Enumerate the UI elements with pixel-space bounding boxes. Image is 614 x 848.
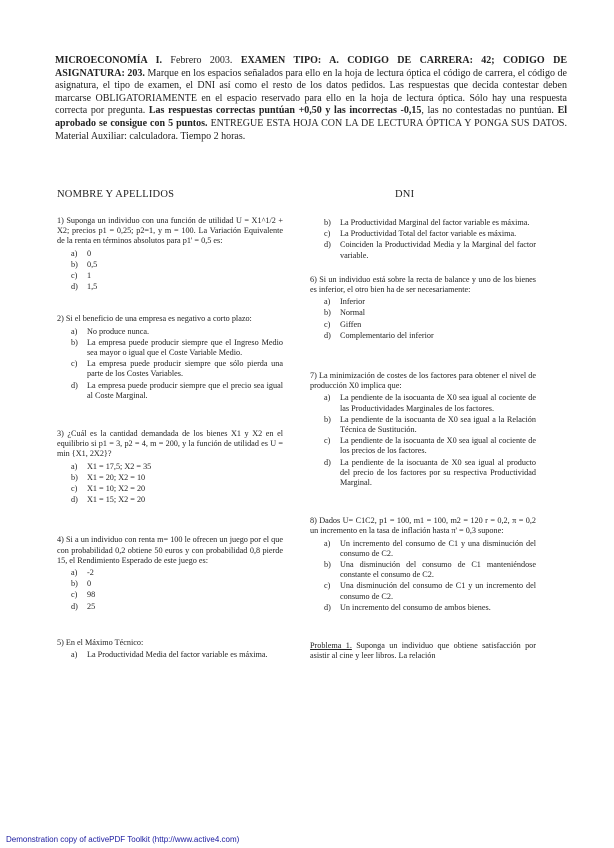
options-list — [57, 327, 283, 401]
option: b) 0 — [71, 579, 92, 589]
name-label: NOMBRE Y APELLIDOS — [57, 189, 175, 200]
option: b) Normal — [324, 308, 366, 318]
option: b) 0,5 — [71, 259, 98, 269]
option: b) La pendiente de la isocuanta de X0 sea igual a la Relación Técnica de Sustitución. — [324, 414, 536, 435]
option: d) La empresa puede producir siempre que el precio sea igual al Coste Marginal. — [71, 380, 283, 400]
question-1 — [57, 216, 283, 292]
option: a) Un incremento del consumo de C1 y una disminución del consumo de C2. — [324, 538, 536, 558]
option: d) 1,5 — [71, 282, 98, 292]
option: c) 98 — [71, 590, 96, 600]
option: a) La pendiente de la isocuanta de X0 sea igual al cociente de las Productividades Marginales de los factores. — [324, 393, 536, 413]
option: a) X1 = 17,5; X2 = 35 — [71, 461, 152, 471]
pass-rule: El aprobado se consigue con 5 puntos. — [55, 105, 568, 129]
option: d) Un incremento del consumo de ambos bienes. — [324, 602, 491, 612]
options-list — [57, 462, 283, 506]
question-8 — [310, 516, 536, 613]
option: c) 1 — [71, 271, 92, 281]
option: d) Complementario del inferior — [324, 330, 434, 340]
option: d) 25 — [71, 601, 96, 611]
dni-label: DNI — [395, 189, 415, 200]
option: a) No produce nunca. — [71, 326, 150, 336]
question-stem: 7) La minimización de costes de los factores para obtener el nivel de producción X0 implica que: — [310, 371, 536, 391]
watermark-footer: Demonstration copy of activePDF Toolkit (http://www.active4.com) — [6, 835, 240, 844]
right-column — [310, 216, 536, 684]
option: d) Coinciden la Productividad Media y la Marginal del factor variable. — [324, 240, 536, 260]
course-title: MICROECONOMÍA I. — [55, 55, 163, 66]
option: d) X1 = 15; X2 = 20 — [71, 495, 146, 505]
question-4 — [57, 535, 283, 611]
question-3 — [57, 429, 283, 505]
option: c) Una disminución del consumo de C1 y un incremento del consumo de C2. — [324, 581, 536, 601]
option: b) La Productividad Marginal del factor variable es máxima. — [324, 218, 530, 227]
instructions: Marque en los espacios señalados para ello en la hoja de lectura óptica el código de carrera, el código de asignatura, el tipo de examen, el DNI así como el resto de los datos pedidos. Las respuestas que decida contestar deben marcarse OBLIGATORIAMENTE en el espacio reservado para ello en la hoja de lectura óptica. Sólo hay una respuesta correcta por pregunta. — [55, 67, 567, 117]
option: c) Giffen — [324, 319, 362, 329]
option: a) 0 — [71, 248, 92, 258]
exam-date: Febrero 2003. — [162, 55, 241, 66]
option: a) -2 — [71, 568, 94, 578]
problem-text: Suponga un individuo que obtiene satisfacción por asistir al cine y leer libros. La relación — [310, 641, 536, 661]
options-list — [57, 249, 283, 293]
option: c) La pendiente de la isocuanta de X0 sea igual al cociente de los precios de los factores. — [324, 436, 536, 456]
material-note: Material Auxiliar: calculadora. Tiempo 2 horas. — [55, 130, 246, 142]
question-stem: 8) Dados U= C1C2, p1 = 100, m1 = 100, m2 = 120 r = 0,2, π = 0,2 un incremento en la tasa de inflación hasta π' = 0,3 supone: — [310, 516, 536, 536]
exam-codes: EXAMEN TIPO: A. CODIGO DE CARRERA: 42; CODIGO DE ASIGNATURA: 203. — [55, 55, 567, 79]
option: b) Una disminución del consumo de C1 manteniéndose constante el consumo de C2. — [324, 560, 536, 580]
scoring-rule: Las respuestas correctas puntúan +0,50 y las incorrectas -0,15 — [148, 105, 422, 117]
options-list — [310, 393, 536, 488]
options-list — [57, 650, 283, 660]
question-5 — [57, 638, 283, 660]
problem-1 — [310, 641, 536, 661]
question-stem: 4) Si a un individuo con renta m= 100 le ofrecen un juego por el que con probabilidad 0,2 obtiene 50 euros y con probabilidad 0,8 pierde 15, el Rendimiento Esperado de este juego es: — [57, 535, 283, 565]
exam-header — [55, 55, 567, 143]
option: d) La pendiente de la isocuanta de X0 sea igual al producto del precio de los factores por su respectiva Productividad Marginal. — [324, 457, 536, 488]
delivery-note: ENTREGUE ESTA HOJA CON LA DE LECTURA ÓPTICA Y PONGA SUS DATOS. — [207, 117, 567, 129]
options-list — [310, 297, 536, 341]
option: b) X1 = 20; X2 = 10 — [71, 472, 146, 482]
option: c) X1 = 10; X2 = 20 — [71, 484, 146, 494]
option: c) La empresa puede producir siempre que sólo pierda una parte de los Costes Variables. — [71, 359, 283, 379]
question-5-continued — [310, 218, 536, 261]
question-7 — [310, 371, 536, 488]
question-2 — [57, 314, 283, 401]
option: c) La Productividad Total del factor variable es máxima. — [324, 229, 517, 239]
question-stem: 2) Si el beneficio de una empresa es negativo a corto plazo: — [57, 314, 252, 324]
options-list — [310, 218, 536, 261]
option: a) La Productividad Media del factor variable es máxima. — [71, 650, 268, 660]
left-column — [57, 216, 283, 682]
option: a) Inferior — [324, 297, 366, 307]
options-list — [310, 539, 536, 613]
question-6 — [310, 275, 536, 341]
problem-title: Problema 1. — [310, 641, 352, 651]
options-list — [57, 568, 283, 612]
question-stem: 5) En el Máximo Técnico: — [57, 637, 144, 647]
scoring-rest: , las no contestadas no puntúan. — [421, 105, 558, 117]
question-stem: 1) Suponga un individuo con una función de utilidad U = X1^1/2 + X2; precios p1 = 0,25; p2=1, y m = 100. La Variación Equivalente de la renta en términos absolutos para p1' = 0,5 es: — [57, 216, 283, 246]
question-stem: 3) ¿Cuál es la cantidad demandada de los bienes X1 y X2 en el equilibrio si p1 = 3, p2 = 4, m = 200, y la función de utilidad es U = min {X1, 2X2}? — [57, 429, 283, 459]
option: b) La empresa puede producir siempre que el Ingreso Medio sea mayor o igual que el Coste Variable Medio. — [71, 337, 283, 358]
question-stem: 6) Si un individuo está sobre la recta de balance y uno de los bienes es inferior, el otro bien ha de ser necesariamente: — [310, 274, 536, 295]
